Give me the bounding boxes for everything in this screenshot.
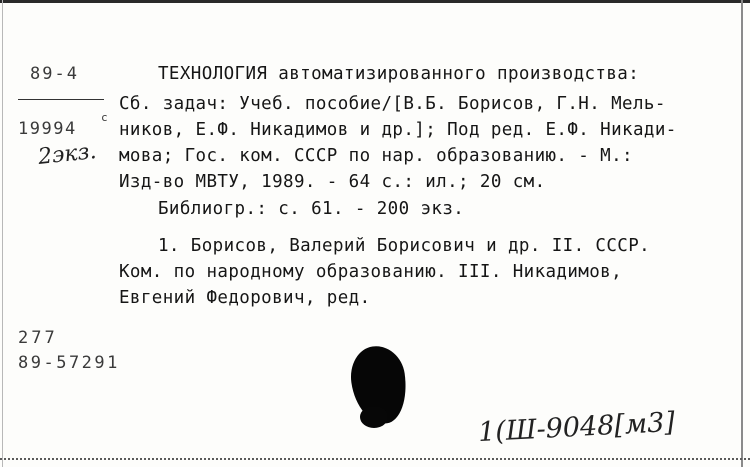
inventory-mark: c (101, 111, 108, 124)
body-line-2: Сб. задач: Учеб. пособие/[В.Б. Борисов, Г.Н. Мель- (119, 94, 666, 114)
code-number: 277 (18, 328, 58, 348)
tracing-line-1: 1. Борисов, Валерий Борисович и др. II. СССР. (158, 236, 651, 256)
card-right-edge (741, 0, 743, 467)
body-line-4: мова; Гос. ком. СССР по нар. образованию. - М.: (119, 146, 633, 166)
tracing-line-2: Ком. по народному образованию. III. Никадимов, (119, 262, 623, 282)
shelf-mark: 89-4 (30, 64, 79, 84)
body-line-5: Изд-во МВТУ, 1989. - 64 с.: ил.; 20 см. (119, 172, 546, 192)
body-line-3: ников, Е.Ф. Никадимов и др.]; Под ред. Е.Ф. Никади- (119, 120, 677, 140)
body-line-6: Библиогр.: с. 61. - 200 экз. (158, 199, 465, 219)
card-bottom-edge (0, 458, 750, 462)
tracing-line-3: Евгений Федорович, ред. (119, 288, 371, 308)
card-top-edge (0, 0, 750, 3)
inventory-number: 19994 (18, 119, 77, 139)
shelf-mark-rule (18, 99, 104, 100)
card-number: 89-57291 (18, 353, 120, 373)
card-left-edge (2, 0, 3, 467)
body-line-1: ТЕХНОЛОГИЯ автоматизированного производства: (158, 64, 640, 84)
ink-blot-tail (360, 406, 388, 428)
handwritten-bottom-note: 1(Ш-9048[м3] (477, 406, 676, 449)
handwritten-copies-note: 2экз. (36, 139, 98, 170)
